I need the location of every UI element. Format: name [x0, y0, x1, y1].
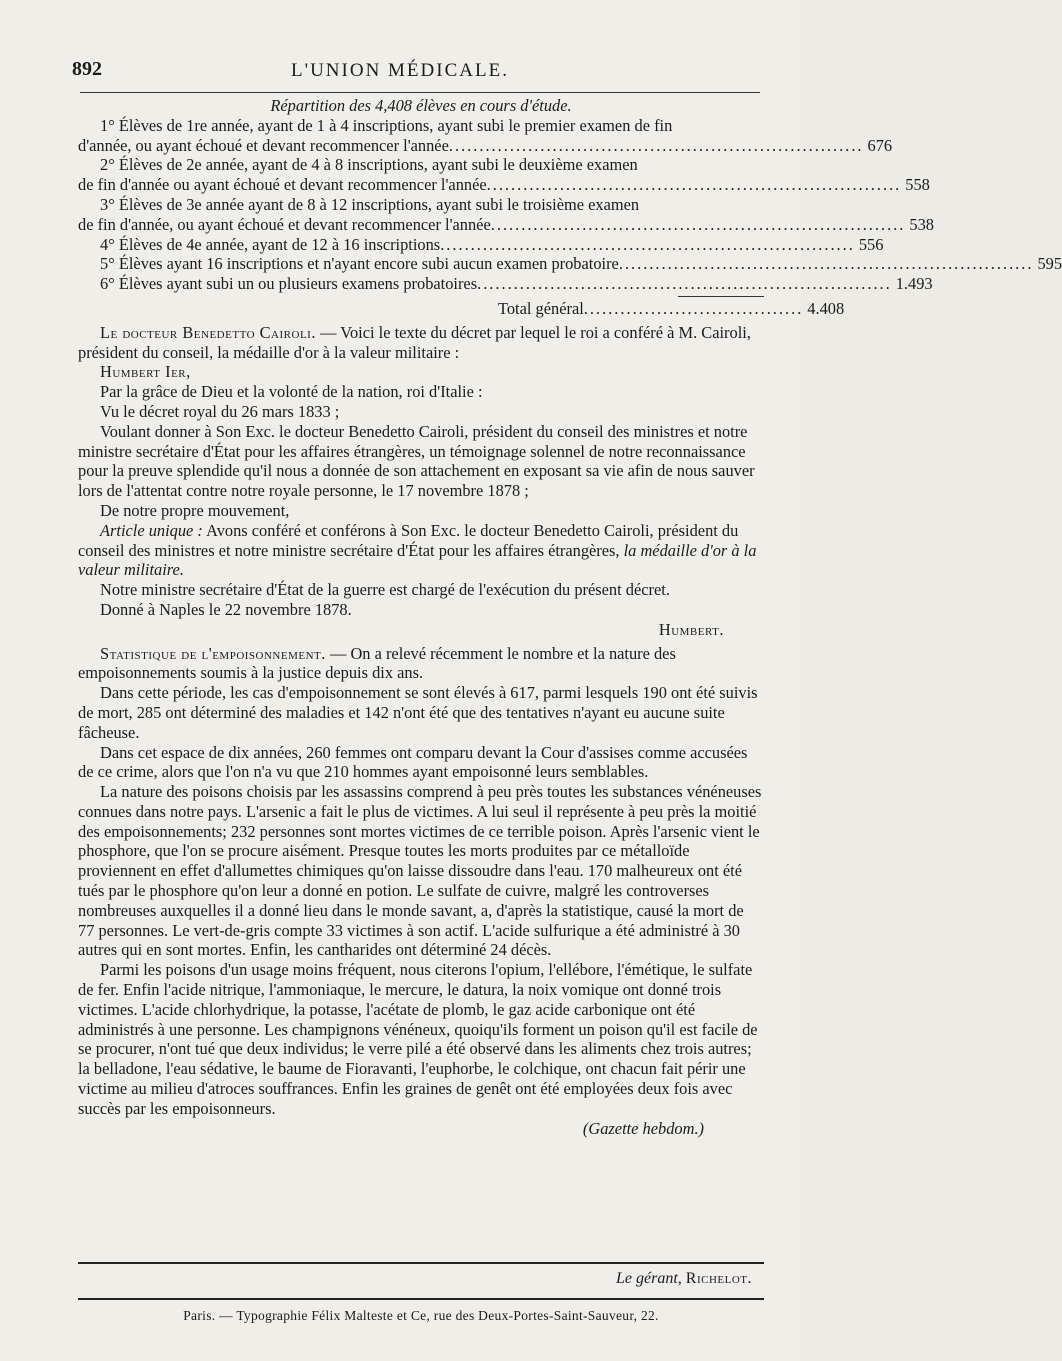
article-label: Article unique : [100, 520, 203, 540]
repartition-title: Répartition des 4,408 élèves en cours d'étude. [270, 96, 572, 115]
stat-source: (Gazette hebdom.) [582, 1118, 704, 1138]
row-value: 595 [1037, 254, 1062, 274]
decree-vu: Vu le décret royal du 26 mars 1833 ; [100, 401, 340, 421]
footer-rule-bottom [78, 1298, 764, 1300]
gerant-line: Le gérant, Richelot. [616, 1270, 752, 1287]
table-row: de fin d'année ou ayant échoué et devant recommencer l'année .................................................................... 558 [78, 175, 930, 195]
stat-p4: La nature des poisons choisis par les assassins comprend à peu près toutes les substances vénéneuses connues dans notre pays. L'arsenic a fait le plus de victimes. A lui seul il représente à peu près la moitié des empoisonnements; 232 personnes sont mortes victimes de ce terrible poison. Après l'arsenic vient le phosphore, que l'on se procure aisément. Presque toutes les morts produites par ce métalloïde proviennent en effet d'allumettes chimiques qu'on laisse dissoudre dans l'eau. 170 malheureux ont été tués par le phosphore qu'on leur a donné en potion. Le sulfate de cuivre, malgré les controverses nombreuses auxquelles il a donné lieu dans le monde savant, a, d'après la statistique, causé la mort de 77 personnes. Le vert-de-gris compte 33 victimes à son actif. L'acide sulfurique a été administré à 30 autres qui en sont mortes. Enfin, les cantharides ont déterminé 24 décès. [78, 782, 762, 960]
table-row: 5° Élèves ayant 16 inscriptions et n'ayant encore subi aucun examen probatoire .................................................................... 595 [100, 254, 1062, 274]
row-value: 1.493 [895, 274, 933, 294]
footer-rule-top [78, 1262, 764, 1264]
row-value: 558 [905, 175, 930, 195]
decree-grace: Par la grâce de Dieu et la volonté de la nation, roi d'Italie : [100, 382, 483, 402]
row-value: 556 [858, 234, 884, 254]
decree-article: Article unique : Avons conféré et conférons à Son Exc. le docteur Benedetto Cairoli, président du conseil des ministres et notre ministre secrétaire d'État pour les affaires étrangères, la médaille d'or à la valeur militaire. [78, 520, 757, 580]
row-3-line1: 3° Élèves de 3e année ayant de 8 à 12 inscriptions, ayant subi le troisième examen [100, 194, 640, 214]
row-1-line1: 1° Élèves de 1re année, ayant de 1 à 4 inscriptions, ayant subi le premier examen de fin [100, 115, 673, 135]
cairoli-lead: Le docteur Benedetto Cairoli. [100, 322, 316, 342]
stat-lead: Statistique de l'empoisonnement. [100, 643, 326, 663]
table-row: d'année, ou ayant échoué et devant recommencer l'année .................................................................... 676 [78, 135, 893, 155]
table-row: de fin d'année, ou ayant échoué et devant recommencer l'année .................................................................... 538 [78, 214, 934, 234]
row-2-line1: 2° Élèves de 2e année, ayant de 4 à 8 inscriptions, ayant subi le deuxième examen [100, 155, 638, 175]
gerant-name: Richelot. [685, 1270, 752, 1287]
stat-p5: Parmi les poisons d'un usage moins fréquent, nous citerons l'opium, l'ellébore, l'émétique, le sulfate de fer. Enfin l'acide nitrique, l'ammoniaque, le mercure, le datura, la noix vomique ont donné trois victimes. L'acide chlorhydrique, la potasse, l'acétate de plomb, le gaz acide carbonique ont été administrés à une personne. Les champignons vénéneux, quoiqu'ils forment un poison qu'il est facile de se procurer, n'ont tué que deux individus; le verre pilé a été observé dans les aliments chez trois autres; la belladone, l'eau sédative, le baume de Fioravanti, l'euphorbe, le colchique, ont chacun fait périr une victime au milieu d'atroces souffrances. Enfin les graines de genêt ont été employées deux fois avec succès par les empoisonneurs. [78, 960, 758, 1118]
main-content [78, 96, 1062, 1138]
decree-voulant: Voulant donner à Son Exc. le docteur Benedetto Cairoli, président du conseil des ministres et notre ministre secrétaire d'État pour les affaires étrangères, un témoignage solennel de notre reconnaissance pour la preuve splendide qu'il nous a donnée de son attachement en exposant sa vie afin de nous sauver lors de l'attentat contre notre royale personne, le 17 novembre 1878 ; [78, 421, 755, 501]
page-number: 892 [72, 58, 102, 80]
decree-donne: Donné à Naples le 22 novembre 1878. [100, 599, 352, 619]
stat-p3: Dans cet espace de dix années, 260 femmes ont comparu devant la Cour d'assises comme accusées de ce crime, alors que l'on n'a vu que 210 hommes ayant empoisonné leurs semblables. [78, 742, 748, 782]
medal-name: la médaille d'or à la valeur militaire. [78, 540, 757, 580]
stat-p2: Dans cette période, les cas d'empoisonnement se sont élevés à 617, parmi lesquels 190 ont été suivis de mort, 285 ont déterminé des maladies et 142 n'ont été que des tentatives n'ayant eu aucune suite fâcheuse. [78, 683, 758, 742]
decree-notre: Notre ministre secrétaire d'État de la guerre est chargé de l'exécution du présent décret. [100, 580, 670, 600]
decree-mouvement: De notre propre mouvement, [100, 500, 290, 520]
table-row: 4° Élèves de 4e année, ayant de 12 à 16 inscriptions .................................................................... 556 [100, 234, 884, 254]
king-name: Humbert Ier, [100, 362, 191, 382]
row-value: 676 [867, 135, 893, 155]
total-label: Total général [498, 298, 584, 318]
total-row: Total général .................................... 4.408 [498, 298, 845, 318]
cairoli-intro: Le docteur Benedetto Cairoli. — Voici le texte du décret par lequel le roi a conféré à M. Cairoli, président du conseil, la médaille d'or à la valeur militaire : [78, 322, 751, 362]
row-value: 538 [909, 214, 934, 234]
imprint: Paris. — Typographie Félix Malteste et Ce, rue des Deux-Portes-Saint-Sauveur, 22. [183, 1308, 659, 1323]
stat-intro: Statistique de l'empoisonnement. — On a relevé récemment le nombre et la nature des empoisonnements soumis à la justice depuis dix ans. [78, 643, 676, 683]
total-value: 4.408 [807, 298, 845, 318]
decree-signature: Humbert. [658, 619, 724, 639]
repartition-table [78, 115, 1062, 319]
journal-title: L'UNION MÉDICALE. [291, 60, 509, 81]
page-header [0, 58, 800, 88]
header-rule [80, 92, 760, 93]
table-row: 6° Élèves ayant subi un ou plusieurs examens probatoires .................................................................... 1.493 [100, 274, 933, 294]
total-rule [678, 296, 764, 297]
